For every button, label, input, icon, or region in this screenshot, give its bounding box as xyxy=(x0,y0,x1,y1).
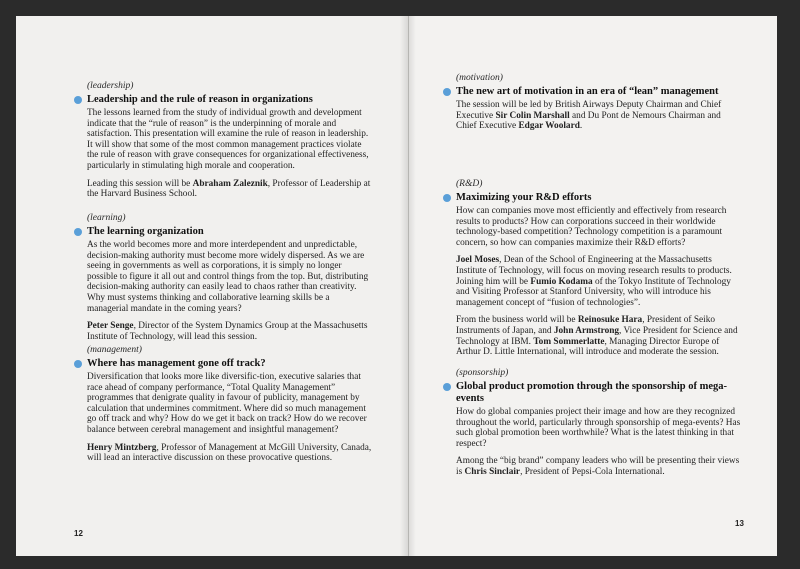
speaker-name: Peter Senge xyxy=(87,321,134,332)
speaker-name: Reinosuke Hara xyxy=(577,315,643,326)
section-tag: (management) xyxy=(87,345,142,355)
rd-section xyxy=(442,179,742,365)
section-paragraph: The session will be led by British Airways Deputy Chairman and Chief Executive Sir Colin Marshall and Du Pont de Nemours Chairman and Chief Executive Edgar Woolard. xyxy=(456,100,722,132)
section-tag: (leadership) xyxy=(87,81,134,91)
speaker-name: Chris Sinclair xyxy=(464,466,521,477)
left-page xyxy=(16,16,409,556)
learning-section xyxy=(73,213,373,349)
bullet-icon xyxy=(74,360,82,368)
section-heading xyxy=(456,86,742,98)
management-section xyxy=(73,345,373,471)
heading-text: Leadership and the rule of reason in organizations xyxy=(87,94,313,105)
speaker-paragraph: Among the “big brand” company leaders who will be presenting their views is Chris Sinclair, President of Pepsi-Cola International. xyxy=(456,456,740,477)
section-paragraph: The lessons learned from the study of individual growth and development indicate that the “rule of reason” is the underpinning of morale and satisfaction. This presentation will examine the rule of reason in leadership. It will show that some of the most common management practices violate the rule of reason with grave consequences for organizational effectiveness, particularly in stimulating high morale and cooperation. xyxy=(87,108,369,171)
section-tag: (sponsorship) xyxy=(456,368,509,378)
heading-text: The learning organization xyxy=(87,226,204,237)
speaker-paragraph: Leading this session will be Abraham Zaleznik, Professor of Leadership at the Harvard Business School. xyxy=(87,178,371,200)
speaker-name: Tom Sommerlatte xyxy=(533,336,605,347)
heading-text: Maximizing your R&D efforts xyxy=(456,192,592,203)
speaker-name: Joel Moses xyxy=(456,255,500,266)
heading-text: Where has management gone off track? xyxy=(87,358,266,369)
speaker-paragraph: From the business world will be Reinosuke Hara, President of Seiko Instruments of Japan, and John Armstrong, Vice President for Science and Technology at IBM. Tom Sommerlatte, Managing Director Europe of Arthur D. Little International, will introduce and moderate the session. xyxy=(456,315,738,358)
speaker-name: Henry Mintzberg xyxy=(87,442,157,453)
section-tag: (learning) xyxy=(87,213,126,223)
section-heading xyxy=(87,226,373,238)
speaker-name: Sir Colin Marshall xyxy=(495,110,570,121)
section-heading xyxy=(87,94,373,106)
bullet-icon xyxy=(443,194,451,202)
sponsorship-section xyxy=(442,368,742,485)
right-page xyxy=(409,16,777,556)
section-heading xyxy=(87,358,373,370)
speaker-paragraph: Peter Senge, Director of the System Dynamics Group at the Massachusetts Institute of Technology, will lead this session. xyxy=(87,321,368,342)
speaker-name: John Armstrong xyxy=(553,325,620,336)
section-paragraph: Diversification that looks more like diversific-tion, executive salaries that race ahead of company performance, “Total Quality Management” programmes that denigrate quality in favour of publicity, management by calculation that undermines commitment. Where did so much management go off track and why? How do we get it back on track? How do we recover balance between cerebral management and insightful management? xyxy=(87,372,367,435)
bullet-icon xyxy=(74,228,82,236)
leadership-section xyxy=(73,81,373,207)
section-paragraph: How can companies move most efficiently and effectively from research results to products? How can corporations succeed in their worldwide technology-based competition? Technology competition is a paramount concern, so how can companies maximize their R&D efforts? xyxy=(456,206,727,248)
brochure-spread xyxy=(6,6,792,559)
section-tag: (motivation) xyxy=(456,73,503,83)
heading-text: Global product promotion through the sponsorship of mega-events xyxy=(456,381,728,404)
page-number: 13 xyxy=(735,519,744,528)
motivation-section xyxy=(442,73,742,139)
section-heading xyxy=(456,192,742,204)
speaker-paragraph: Joel Moses, Dean of the School of Engineering at the Massachusetts Institute of Technology, will focus on moving research results to products. Joining him will be Fumio Kodama of the Tokyo Institute of Technology and Visiting Professor at Stanford University, who will introduce his management concept of “fusion of technologies”. xyxy=(456,255,732,308)
page-fold-shadow xyxy=(400,16,416,556)
bullet-icon xyxy=(443,383,451,391)
page-number: 12 xyxy=(74,529,83,538)
section-heading xyxy=(456,381,742,405)
speaker-paragraph: Henry Mintzberg, Professor of Management at McGill University, Canada, will lead an interactive discussion on these provocative questions. xyxy=(87,442,372,464)
bullet-icon xyxy=(74,96,82,104)
heading-text: The new art of motivation in an era of “lean” management xyxy=(456,86,719,97)
speaker-name: Abraham Zaleznik xyxy=(192,178,268,189)
speaker-name: Fumio Kodama xyxy=(530,276,593,287)
section-paragraph: As the world becomes more and more interdependent and unpredictable, decision-making authority must become more widely dispersed. As we are seeing in governments as well as corporations, it is simply no longer possible to figure it all out and control things from the top. But, distributing decision-making authority can easily lead to chaos rather than creativity. Why must systems thinking and collaborative learning skills be a managerial mandate in the coming years? xyxy=(87,240,369,314)
speaker-name: Edgar Woolard xyxy=(518,121,580,132)
section-tag: (R&D) xyxy=(456,179,483,189)
bullet-icon xyxy=(443,88,451,96)
section-paragraph: How do global companies project their image and how are they recognized throughout the world, particularly through sponsorship of mega-events? Has such global promotion been worthwhile? What is the latest thinking in that respect? xyxy=(456,407,741,449)
